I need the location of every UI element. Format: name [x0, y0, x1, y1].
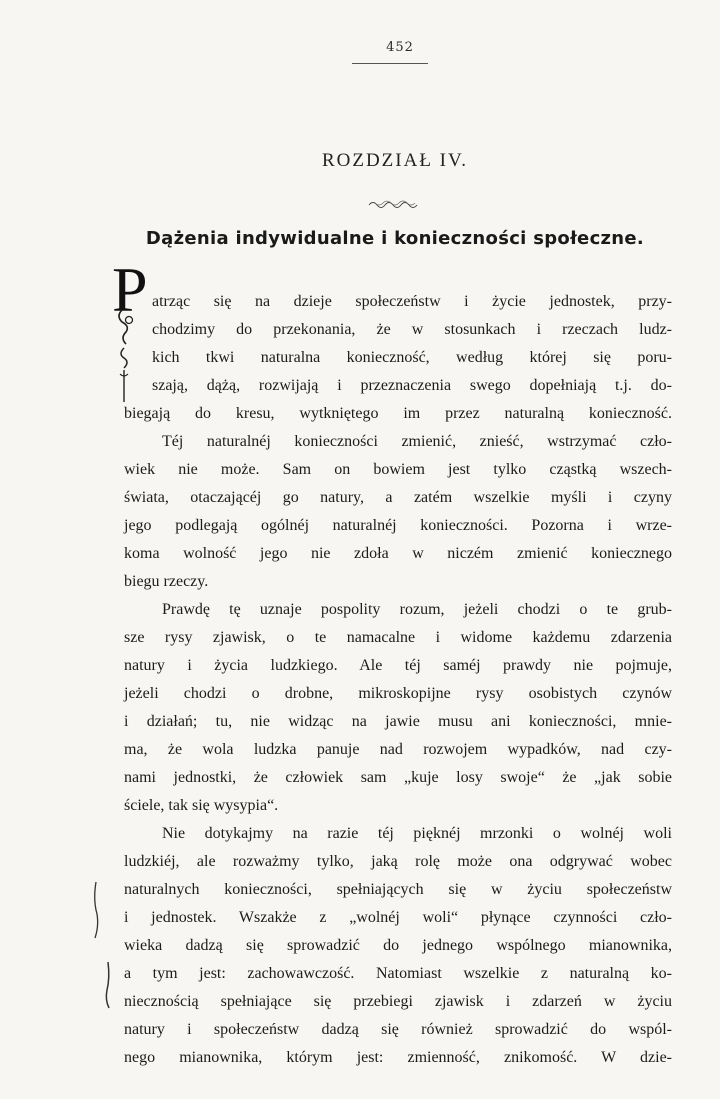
- text-line: wiek nie może. Sam on bowiem jest tylko cząstką wszech-: [124, 461, 672, 478]
- drop-cap-letter: P: [112, 254, 148, 325]
- text-line: Téj naturalnéj konieczności zmienić, znieść, wstrzymać czło-: [162, 433, 672, 450]
- text-line: niecznością spełniające się przebiegi zjawisk i zdarzeń w życiu: [124, 993, 672, 1010]
- text-line: wieka dadzą się sprowadzić do jednego wspólnego mianownika,: [124, 937, 672, 954]
- page-number: 452: [386, 40, 414, 55]
- text-line: jego podlegają ogólnéj naturalnéj konieczności. Pozorna i wrze-: [124, 517, 672, 534]
- ornament-divider: [367, 197, 419, 209]
- text-line: chodzimy do przekonania, że w stosunkach i rzeczach ludz-: [152, 321, 672, 338]
- chapter-title: ROZDZIAŁ IV.: [321, 150, 469, 171]
- text-line: Nie dotykajmy na razie téj pięknéj mrzonki o wolnéj woli: [162, 825, 672, 842]
- text-line: nami jednostki, że człowiek sam „kuje losy swoje“ że „jak sobie: [124, 769, 672, 786]
- text-line: ludzkiéj, ale rozważmy tylko, jaką rolę może ona odgrywać wobec: [124, 853, 672, 870]
- text-line: nego mianownika, którym jest: zmienność, znikomość. W dzie-: [124, 1049, 672, 1066]
- text-line: natury i społeczeństw dadzą się również sprowadzić do wspól-: [124, 1021, 672, 1038]
- text-line: Prawdę tę uznaje pospolity rozum, jeżeli chodzi o te grub-: [162, 601, 672, 618]
- text-line: ma, że wola ludzka panuje nad rozwojem wypadków, nad czy-: [124, 741, 672, 758]
- section-title: Dążenia indywidualne i konieczności społeczne.: [145, 228, 645, 249]
- text-line: kich tkwi naturalna konieczność, według której się poru-: [152, 349, 672, 366]
- text-line: i działań; tu, nie widząc na jawie musu ani konieczności, mnie-: [124, 713, 672, 730]
- text-line: ściele, tak się wysypia“.: [124, 797, 279, 814]
- page-number-rule: [352, 63, 428, 64]
- text-line: jeżeli chodzi o drobne, mikroskopijne rysy osobistych czynów: [124, 685, 672, 702]
- margin-pencil-mark: [90, 880, 104, 940]
- text-line: biegają do kresu, wytkniętego im przez naturalną konieczność.: [124, 405, 672, 422]
- text-line: i jednostek. Wszakże z „wolnéj woli“ płynące czynności czło-: [124, 909, 672, 926]
- text-line: biegu rzeczy.: [124, 573, 209, 590]
- text-line: sze rysy zjawisk, o te namacalne i widome każdemu zdarzenia: [124, 629, 672, 646]
- text-line: naturalnych konieczności, spełniających się w życiu społeczeństw: [124, 881, 672, 898]
- text-line: świata, otaczającéj go natury, a zatém wszelkie myśli i czyny: [124, 489, 672, 506]
- text-line: koma wolność jego nie zdoła w niczém zmienić koniecznego: [124, 545, 672, 562]
- text-line: a tym jest: zachowawczość. Natomiast wszelkie z naturalną ko-: [124, 965, 672, 982]
- text-line: szają, dążą, rozwijają i przeznaczenia swego dopełniają t.j. do-: [152, 377, 672, 394]
- margin-pencil-mark: [102, 960, 114, 1010]
- text-line: natury i życia ludzkiego. Ale téj saméj prawdy nie pojmuje,: [124, 657, 672, 674]
- text-line: atrząc się na dzieje społeczeństw i życie jednostek, przy-: [152, 293, 672, 310]
- body-text: [124, 288, 672, 1072]
